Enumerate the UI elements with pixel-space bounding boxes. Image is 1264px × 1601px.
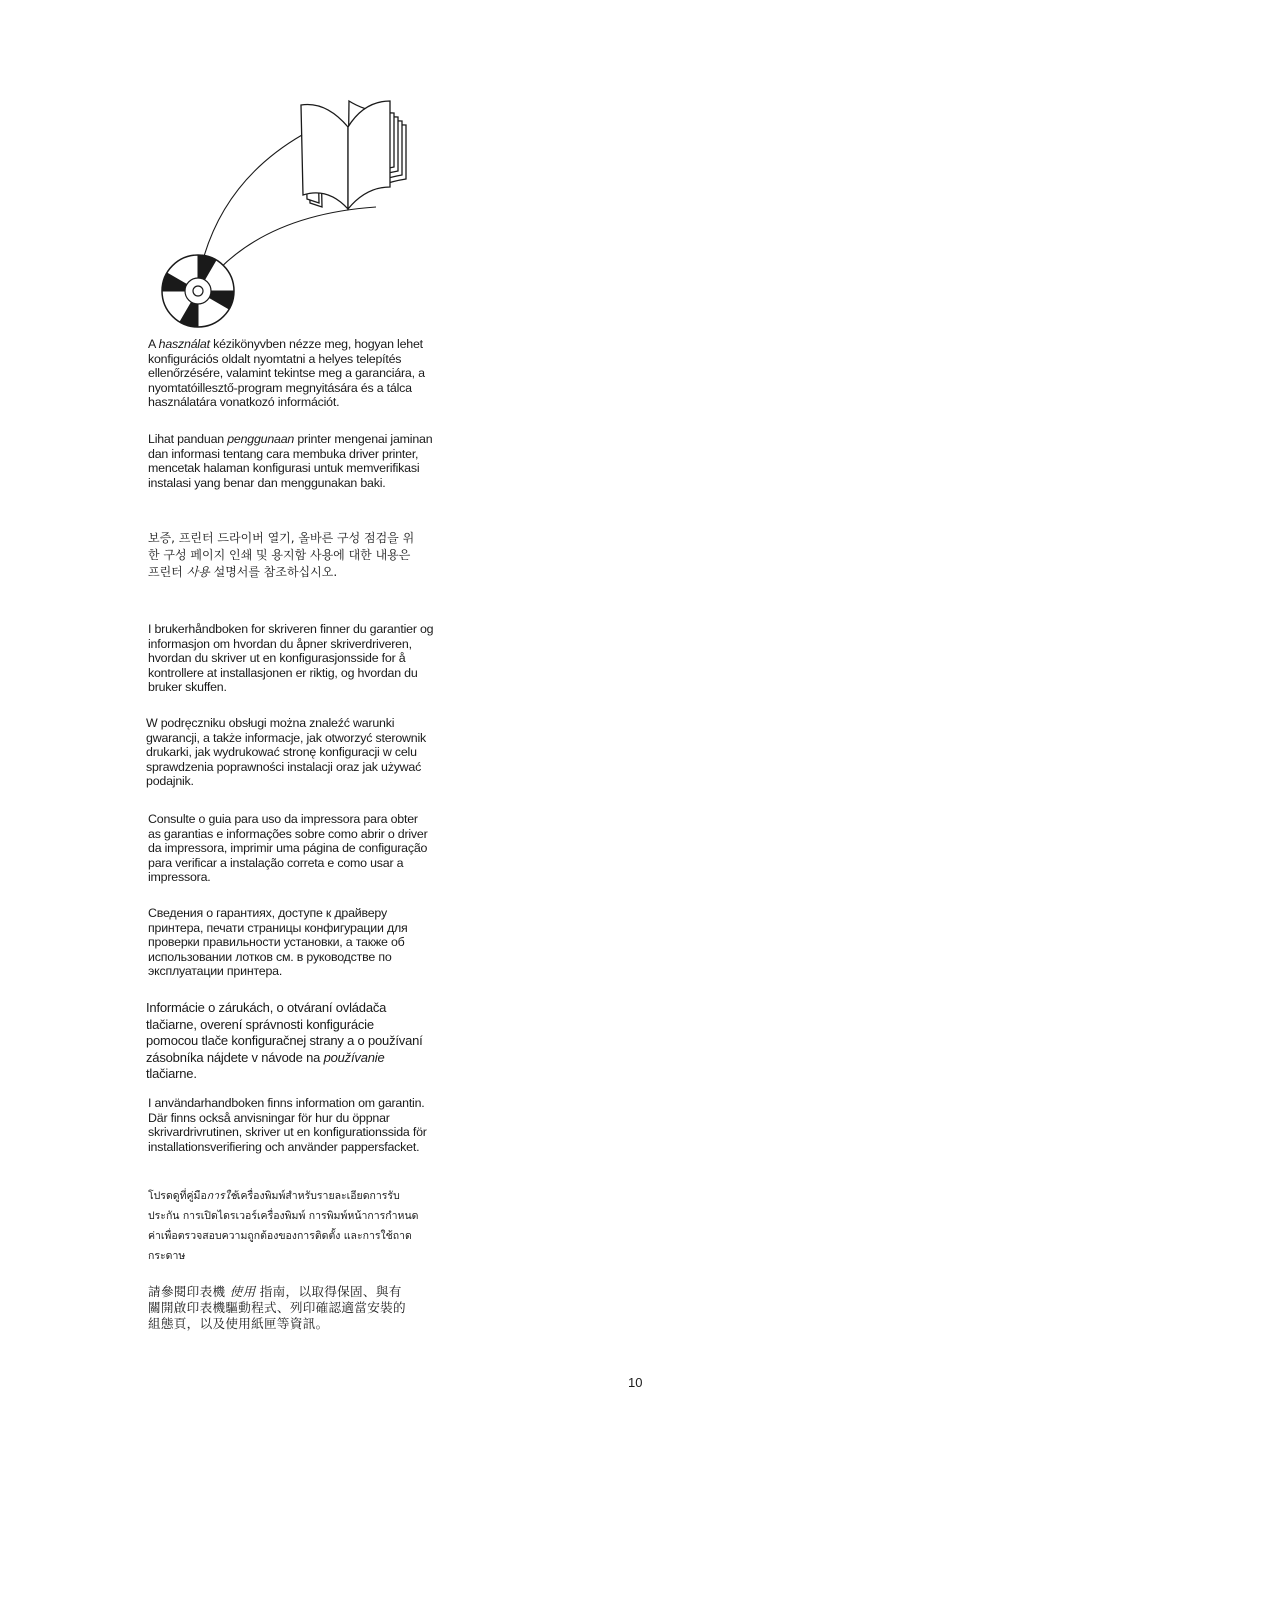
paragraph-polish: W podręczniku obsługi można znaleźć warunki gwarancji, a także informacje, jak otworzyć sterownik drukarki, jak wydrukować stronę konfiguracji w celu sprawdzenia poprawności instalacji oraz jak używać podajnik. — [146, 716, 426, 789]
paragraph-slovak: Informácie o zárukách, o otváraní ovládača tlačiarne, overení správnosti konfigurácie pomocou tlače konfiguračnej strany a o používaní zásobníka nájdete v návode na používanie tlačiarne. — [146, 1000, 423, 1081]
paragraph-hungarian: A használat kézikönyvben nézze meg, hogyan lehet konfigurációs oldalt nyomtatni a helyes telepítés ellenőrzésére, valamint tekintse meg a garanciára, a nyomtatóillesztő-program megnyitására és a tálca használatára vonatkozó információt. — [148, 337, 425, 410]
paragraph-russian: Сведения о гарантиях, доступе к драйверу принтера, печати страницы конфигурации для проверки правильности установки, а также об использовании лотков см. в руководстве по эксплуатации принтера. — [148, 906, 408, 979]
paragraph-swedish: I användarhandboken finns information om garantin. Där finns också anvisningar för hur du öppnar skrivardrivrutinen, skriver ut en konfigurationssida för installationsverifiering och använder pappersfacket. — [148, 1096, 427, 1154]
paragraph-portuguese: Consulte o guia para uso da impressora para obter as garantias e informações sobre como abrir o driver da impressora, imprimir uma página de configuração para verificar a instalação correta e como usar a impressora. — [148, 812, 428, 885]
open-book-icon — [301, 101, 406, 209]
paragraph-norwegian: I brukerhåndboken for skriveren finner du garantier og informasjon om hvordan du åpner skriverdriveren, hvordan du skriver ut en konfigurasjonsside for å kontrollere at installasjonen er riktig, og hvordan du bruker skuffen. — [148, 622, 434, 695]
paragraph-chinese: 請參閱印表機 使用 指南，以取得保固、與有關開啟印表機驅動程式、列印確認適當安裝的組態頁，以及使用紙匣等資訊。 — [148, 1284, 406, 1331]
paragraph-indonesian: Lihat panduan penggunaan printer mengenai jaminan dan informasi tentang cara membuka driver printer, mencetak halaman konfigurasi untuk memverifikasi instalasi yang benar dan menggunakan baki. — [148, 432, 433, 490]
cd-disc-icon — [162, 255, 234, 327]
paragraph-thai: โปรดดูที่คู่มือการใช้เครื่องพิมพ์สำหรับรายละเอียดการรับประกัน การเปิดไดรเวอร์เครื่องพิมพ์ การพิมพ์หน้าการกำหนดค่าเพื่อตรวจสอบความถูกต้องของการติดตั้ง และการใช้ถาดกระดาษ — [148, 1190, 419, 1262]
page-number: 10 — [628, 1375, 643, 1390]
book-and-cd-illustration — [150, 95, 430, 345]
paragraph-korean: 보증, 프린터 드라이버 열기, 올바른 구성 점검을 위한 구성 페이지 인쇄 및 용지함 사용에 대한 내용은 프린터 사용 설명서를 참조하십시오. — [148, 531, 415, 579]
